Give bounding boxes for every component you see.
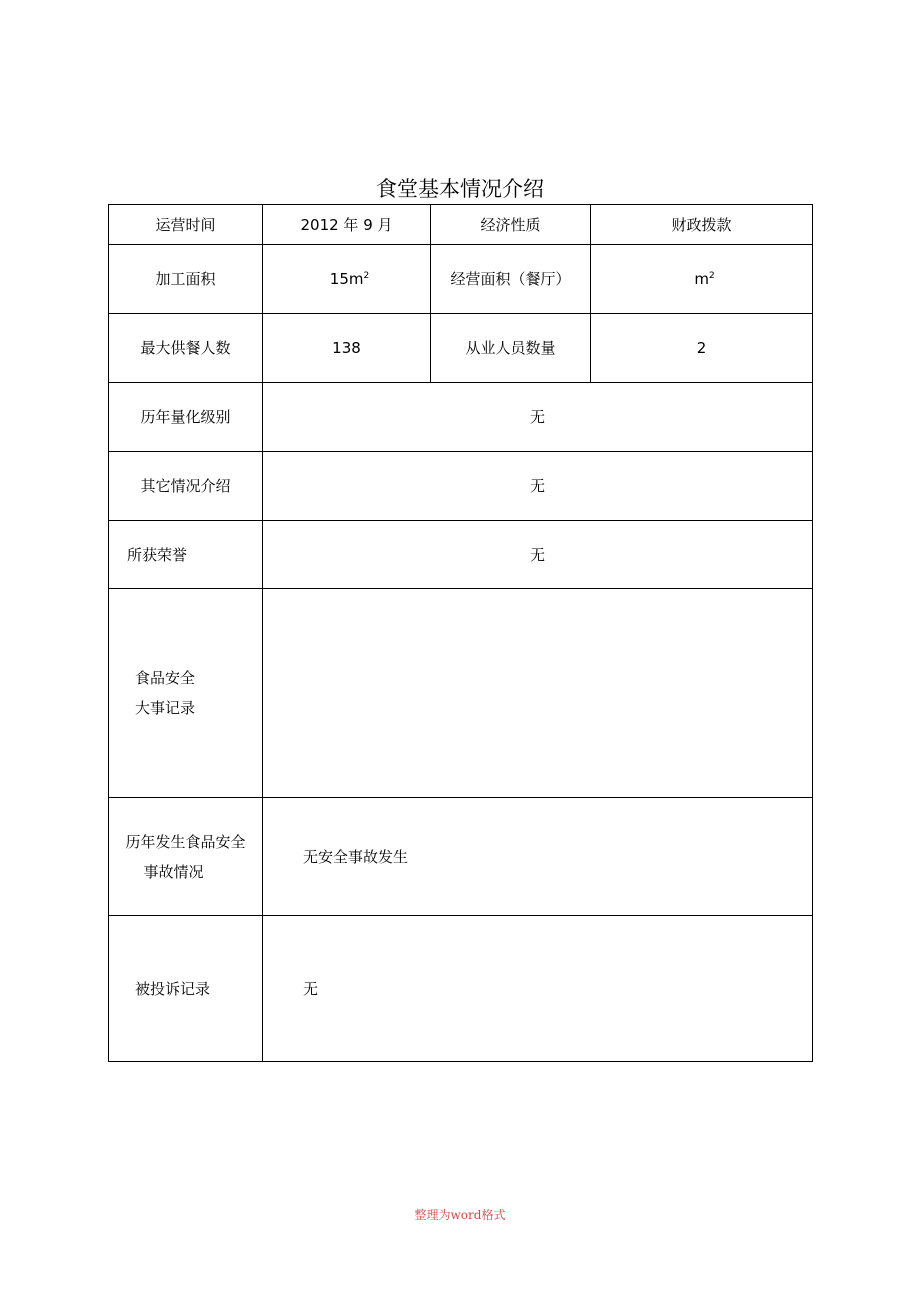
table-row [109,314,813,383]
value-other-info: 无 [263,452,813,521]
table-row [109,205,813,245]
canteen-info-table [108,204,813,1062]
business-area-number: m [694,270,709,288]
table-row [109,916,813,1062]
label-food-safety-events [109,589,263,798]
label-complaints: 被投诉记录 [109,916,263,1062]
accident-history-line2: 事故情况 [143,862,204,881]
label-max-meals: 最大供餐人数 [109,314,263,383]
value-quantified-level: 无 [263,383,813,452]
label-economic-nature: 经济性质 [431,205,591,245]
processing-area-number: 15m [329,270,364,288]
value-operating-time: 2012 年 9 月 [263,205,431,245]
label-staff-count: 从业人员数量 [431,314,591,383]
value-processing-area [263,245,431,314]
label-accident-history [109,798,263,916]
processing-area-unit-sup: 2 [363,271,370,281]
value-accident-history: 无安全事故发生 [263,798,813,916]
food-safety-events-line1: 食品安全 [135,669,196,687]
value-business-area [591,245,813,314]
label-quantified-level: 历年量化级别 [109,383,263,452]
accident-history-line1: 历年发生食品安全 [125,832,246,851]
value-economic-nature: 财政拨款 [591,205,813,245]
food-safety-events-line2: 大事记录 [135,699,196,717]
value-food-safety-events [263,589,813,798]
label-business-area: 经营面积（餐厅） [431,245,591,314]
label-operating-time: 运营时间 [109,205,263,245]
value-complaints: 无 [263,916,813,1062]
table-row [109,589,813,798]
value-honors: 无 [263,521,813,589]
table-row [109,245,813,314]
table-row [109,383,813,452]
footer-note: 整理为word格式 [414,1208,506,1222]
label-other-info: 其它情况介绍 [109,452,263,521]
label-honors: 所获荣誉 [109,521,263,589]
document-title: 食堂基本情况介绍 [376,177,544,201]
value-staff-count: 2 [591,314,813,383]
table-row [109,452,813,521]
business-area-unit-sup: 2 [708,271,715,281]
value-max-meals: 138 [263,314,431,383]
table-row [109,798,813,916]
table-row [109,521,813,589]
label-processing-area: 加工面积 [109,245,263,314]
